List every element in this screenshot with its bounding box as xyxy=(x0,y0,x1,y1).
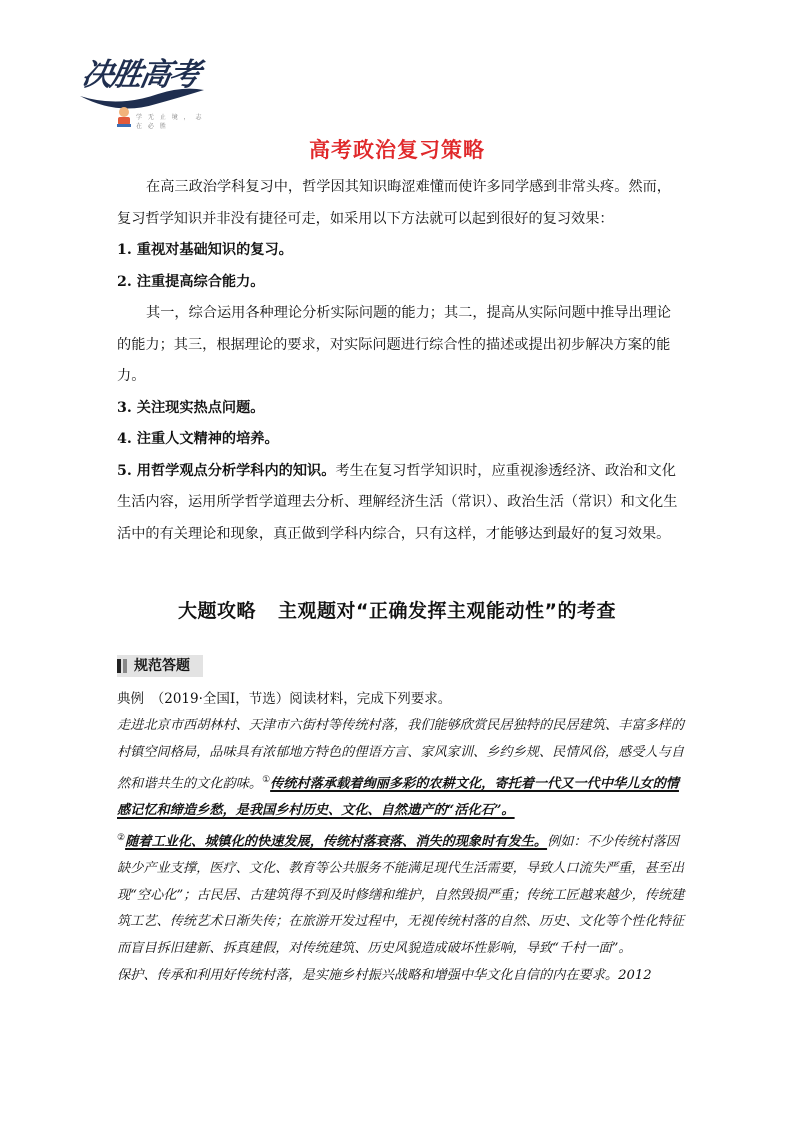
tag-bar-icon xyxy=(117,659,121,673)
point-1: 1. 重视对基础知识的复习。 xyxy=(117,242,293,258)
intro-line-2: 复习哲学知识并非没有捷径可走，如采用以下方法就可以起到很好的复习效果： xyxy=(117,210,614,227)
section-title-right: 主观题对“正确发挥主观能动性”的考查 xyxy=(278,600,616,622)
material-para-1-underlined: 传统村落承载着绚丽多彩的农耕文化，寄托着一代又一代中华儿女的情感记忆和缔造乡愁，是我国乡村历史、文化、自然遗产的“活化石”。 xyxy=(117,775,679,818)
material-para-1 xyxy=(117,713,687,825)
page-title: 高考政治复习策略 xyxy=(309,138,485,162)
point-4: 4. 注重人文精神的培养。 xyxy=(117,431,279,447)
point-5 xyxy=(117,456,685,551)
marker-1: ① xyxy=(262,774,271,785)
section-tag xyxy=(117,655,203,677)
point-2-detail: 其一，综合运用各种理论分析实际问题的能力；其二，提高从实际问题中推导出理论的能力；其三，根据理论的要求，对实际问题进行综合性的描述或提出初步解决方案的能力。 xyxy=(117,305,671,384)
material-para-2-text: 例如：不少传统村落因缺少产业支撑，医疗、文化、教育等公共服务不能满足现代生活需要，导致人口流失严重，甚至出现“空心化”；古民居、古建筑得不到及时修缮和维护，自然毁损严重；传统工匠越来越少，传统建筑工艺、传统艺术日渐失传；在旅游开发过程中，无视传统村落的自然、历史、文化等个性化特征而盲目拆旧建新、拆真建假，对传统建筑、历史风貌造成破坏性影响，导致“千村一面”。 xyxy=(117,833,685,957)
mascot-icon xyxy=(114,106,134,128)
intro-line-1: 在高三政治学科复习中，哲学因其知识晦涩难懂而使许多同学感到非常头疼。然而， xyxy=(146,179,671,195)
section-title xyxy=(0,596,794,623)
point-5-lead: 5. 用哲学观点分析学科内的知识。 xyxy=(117,462,336,479)
point-3: 3. 关注现实热点问题。 xyxy=(117,399,265,416)
tag-label: 规范答题 xyxy=(134,658,190,674)
point-2: 2. 注重提高综合能力。 xyxy=(117,273,265,290)
material-para-3: 保护、传承和利用好传统村落，是实施乡村振兴战略和增强中华文化自信的内在要求。2012 xyxy=(117,967,652,983)
intro xyxy=(117,172,685,550)
material xyxy=(117,713,687,990)
section-title-left: 大题攻略 xyxy=(178,600,257,622)
logo xyxy=(78,56,206,142)
marker-2: ② xyxy=(117,832,126,843)
logo-subtext: 学 无 止 境 ， 志 在 必 胜 xyxy=(136,114,204,130)
material-para-2-underlined: 随着工业化、城镇化的快速发展，传统村落衰落、消失的现象时有发生。 xyxy=(125,833,548,849)
point-5-text: 考生在复习哲学知识时，应重视渗透经济、政治和文化生活内容，运用所学哲学道理去分析、理解经济生活（常识）、政治生活（常识）和文化生活中的有关理论和现象，真正做到学科内综合，只有这样，才能够达到最好的复习效果。 xyxy=(117,462,678,542)
example-line: 典例 （2019·全国Ⅰ，节选）阅读材料，完成下列要求。 xyxy=(117,691,452,707)
logo-text: 决胜高考 xyxy=(78,57,202,93)
tag-bar-icon xyxy=(123,659,127,673)
material-para-2 xyxy=(117,825,687,963)
material-para-1-text: 走进北京市西胡林村、天津市六街村等传统村落，我们能够欣赏民居独特的民居建筑、丰富多样的村镇空间格局，品味具有浓郁地方特色的俚语方言、家风家训、乡约乡规、民情风俗，感受人与自然和谐共生的文化韵味。 xyxy=(117,718,685,791)
